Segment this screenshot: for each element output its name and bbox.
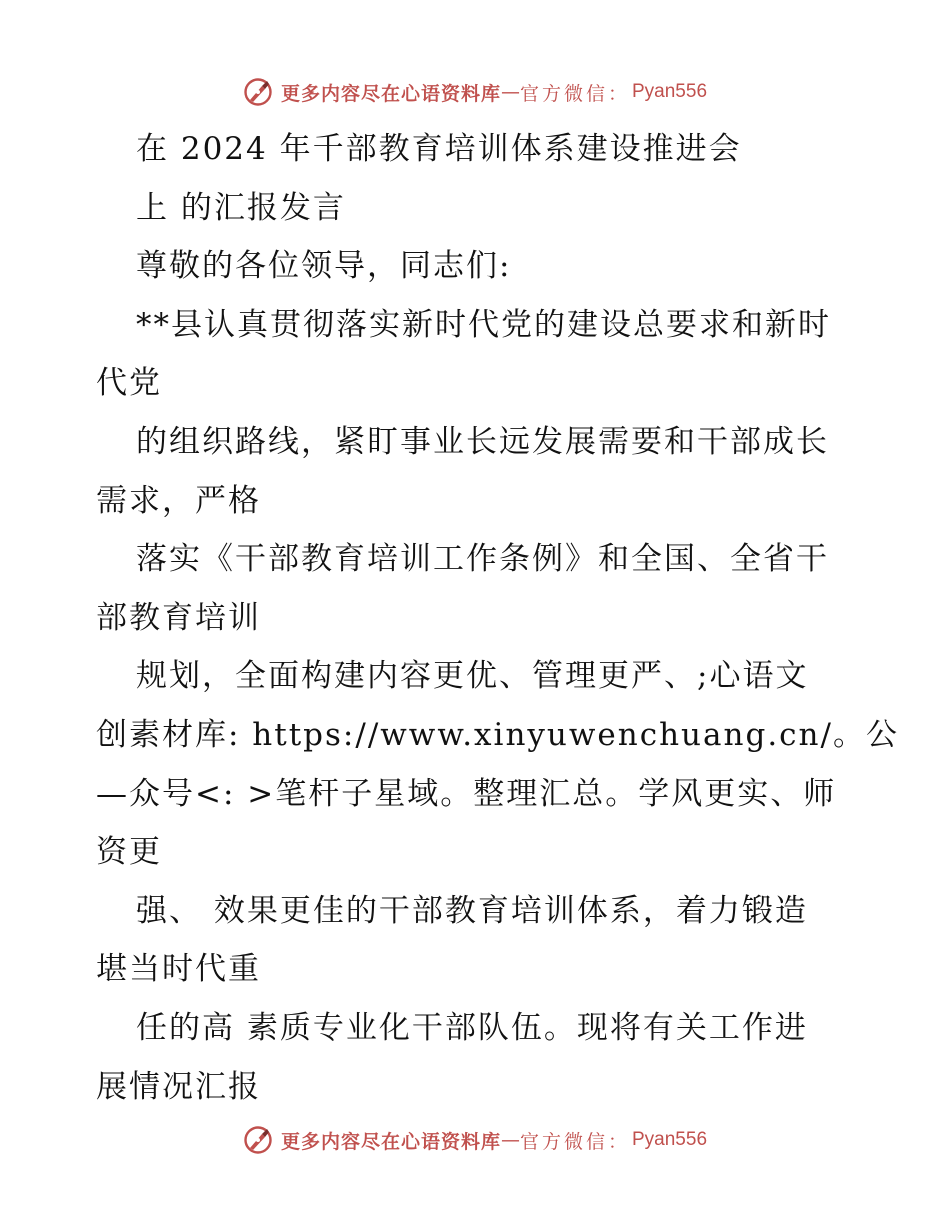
- document-line: —众号<: >笔杆子星域。整理汇总。学风更实、师: [96, 775, 837, 812]
- watermark-label: 官方微信：: [519, 1130, 630, 1153]
- watermark-label: 官方微信：: [519, 82, 630, 105]
- document-line: 创素材库: https://www.xinyuwenchuang.cn/。公: [96, 716, 899, 753]
- document-line: 资更: [96, 834, 162, 871]
- document-line: 强、 效果更佳的干部教育培训体系，着力锻造: [136, 892, 808, 929]
- document-line: 的组织路线，紧盯事业长远发展需要和干部成长: [136, 423, 829, 460]
- document-line: 规划，全面构建内容更优、管理更严、;心语文: [136, 658, 809, 695]
- watermark-wechat-id: Pyan556: [632, 1129, 708, 1150]
- watermark-separator: —: [500, 81, 520, 103]
- document-body: [96, 120, 899, 1116]
- document-line: 代党: [96, 365, 162, 402]
- pen-in-circle-logo-icon: [243, 1125, 273, 1155]
- document-line: 部教育培训: [96, 599, 261, 636]
- document-line: 在 2024 年千部教育培训体系建设推进会: [136, 131, 742, 167]
- watermark-text: 更多内容尽在心语资料库: [280, 1130, 501, 1153]
- document-line: 上 的汇报发言: [136, 189, 346, 226]
- document-line: 落实《干部教育培训工作条例》和全国、全省干: [136, 541, 829, 578]
- document-line: 需求，严格: [96, 482, 261, 519]
- document-line: 堪当时代重: [96, 951, 261, 988]
- pen-in-circle-logo-icon: [243, 77, 273, 107]
- document-line: 展情况汇报: [96, 1068, 261, 1105]
- document-line: 尊敬的各位领导，同志们:: [136, 248, 512, 285]
- watermark-text: 更多内容尽在心语资料库: [280, 82, 501, 105]
- document-line: 任的高 素质专业化干部队伍。现将有关工作进: [136, 1009, 808, 1046]
- watermark-footer: [0, 1120, 950, 1160]
- watermark-wechat-id: Pyan556: [632, 81, 708, 102]
- watermark-separator: —: [500, 1129, 520, 1151]
- watermark-header: [0, 72, 950, 112]
- document-line: **县认真贯彻落实新时代党的建设总要求和新时: [136, 306, 831, 343]
